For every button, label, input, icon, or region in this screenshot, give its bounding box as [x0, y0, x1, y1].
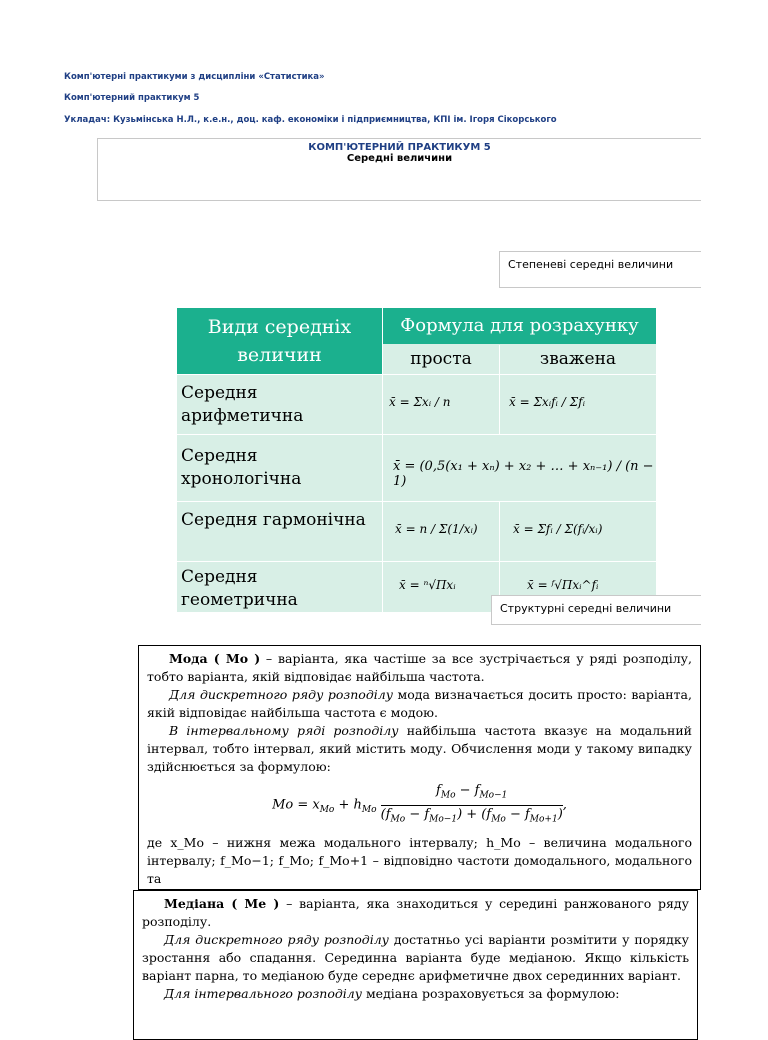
table-header-weighted: зважена [500, 345, 656, 374]
row-name: Середня хронологічна [181, 446, 302, 489]
row-name: Середня гармонічна [181, 510, 366, 530]
header-author: Укладач: Кузьмінська Н.Л., к.е.н., доц. каф. економіки і підприємництва, КПІ ім. Ігоря Сікорського [64, 115, 557, 125]
mediana-interval-text: медіана розраховується за формулою: [361, 986, 620, 1001]
table-header-formula: Формула для розрахунку [383, 308, 656, 344]
row-formula-weighted: x̄ = Σxᵢfᵢ / Σfᵢ [509, 395, 585, 409]
row-formula-simple: x̄ = n / Σ(1/xᵢ) [395, 522, 478, 536]
moda-discrete-heading: Для дискретного ряду розподілу [169, 687, 393, 702]
moda-interval-heading: В інтервальному ряді розподілу [169, 723, 399, 738]
header-course: Комп'ютерні практикуми з дисципліни «Статистика» [64, 72, 325, 82]
mediana-discrete-heading: Для дискретного ряду розподілу [164, 932, 389, 947]
row-name: Середня арифметична [181, 383, 304, 426]
mediana-definition: – варіанта, яка знаходиться у середині ранжованого ряду розподілу. [142, 896, 689, 929]
power-means-label: Степеневі середні величини [499, 251, 701, 288]
row-formula-simple: x̄ = Σxᵢ / n [389, 395, 451, 409]
moda-legend: де x_Mo – нижня межа модального інтервалу; h_Mo – величина модального інтервалу; f_Mo−1; f_Mo; f_Mo+1 – відповідно частоти домодального, модального та [147, 835, 692, 887]
row-formula-weighted: x̄ = Σfᵢ / Σ(fᵢ/xᵢ) [513, 522, 603, 536]
header-practicum: Комп'ютерний практикум 5 [64, 93, 200, 103]
moda-formula: $Mo = x_{Mo} + h_{Mo}$ $\frac{f_{Mo} - f_{Mo-1}}{(f_{Mo} - f_{Mo-1}) + (f_{Mo} - f_{Mo+1})}$ , [272, 783, 567, 825]
means-table [177, 308, 656, 612]
page-subtitle: Середні величини [346, 153, 453, 164]
row-formula-simple: x̄ = ⁿ√Πxᵢ [399, 578, 456, 592]
row-formula-chronological: x̄ = (0,5(x₁ + xₙ) + x₂ + … + xₙ₋₁) / (n − 1) [393, 459, 654, 489]
row-formula-weighted: x̄ = ᶠ√Πxᵢ^fᵢ [527, 578, 599, 592]
mediana-discrete-text: достатньо усі варіанти розмітити у порядку зростання або спадання. Серединна варіанта буде медіаною. Якщо кількість варіант парна, то медіаною буде середнє арифметичне двох серединних варіант. [142, 932, 689, 983]
table-row [177, 374, 656, 435]
title-box [97, 138, 701, 201]
table-row [177, 501, 656, 562]
table-row [177, 434, 656, 502]
mediana-term: Медіана ( Me ) [164, 896, 280, 911]
moda-section [138, 645, 701, 890]
row-name: Середня геометрична [181, 567, 298, 610]
mediana-interval-heading: Для інтервального розподілу [164, 986, 362, 1001]
moda-discrete-text: мода визначається досить просто: варіанта, якій відповідає найбільша частота є модою. [147, 687, 692, 720]
moda-term: Мода ( Mo ) [169, 651, 261, 666]
moda-interval-text: найбільша частота вказує на модальний інтервал, тобто інтервал, який містить моду. Обчислення моди у такому випадку здійснюється за формулою: [147, 723, 692, 774]
page-title: КОМП'ЮТЕРНИЙ ПРАКТИКУМ 5 [308, 142, 491, 153]
structural-means-label: Структурні середні величини [491, 595, 701, 625]
mediana-section [133, 890, 698, 1040]
table-header-types: Види середніх величин [177, 308, 382, 374]
table-header-simple: проста [383, 345, 499, 374]
moda-definition: – варіанта, яка частіше за все зустрічається у ряді розподілу, тобто варіанта, якій відповідає найбільша частота. [147, 651, 692, 684]
